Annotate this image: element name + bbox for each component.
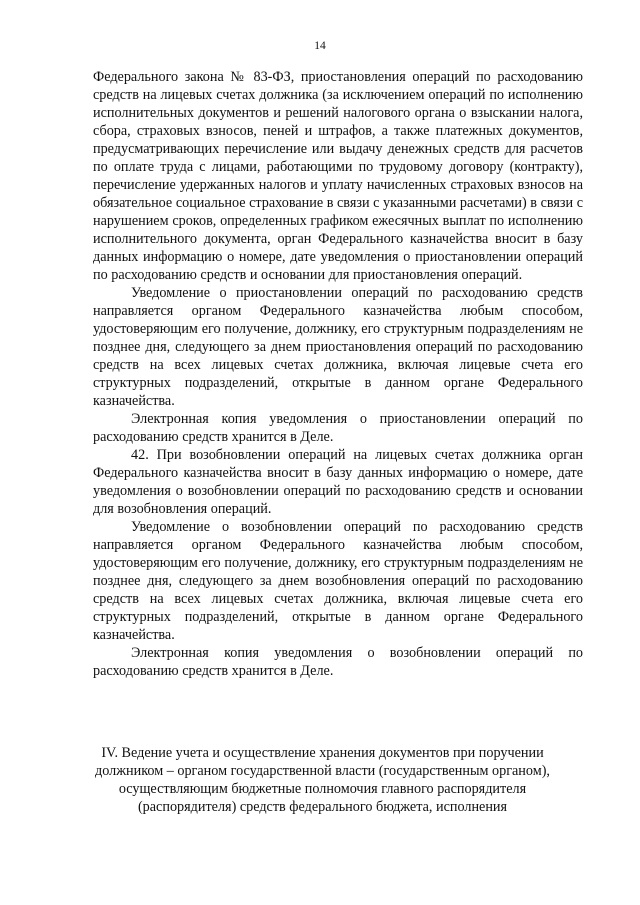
page-number: 14 <box>314 40 326 52</box>
paragraph-resumption-notice: Уведомление о возобновлении операций по расходованию средств направляется органом Федерального казначейства любым способом, удостоверяющим его получение, должнику, его структурным подразделениям не позднее дня, следующего за днем возобновления операций по расходованию средств на всех лицевых счетах должника, включая лицевые счета его структурных подразделений, открытые в данном органе Федерального казначейства. <box>93 519 583 643</box>
document-body <box>93 68 583 680</box>
paragraph-42: 42. При возобновлении операций на лицевых счетах должника орган Федерального казначейства вносит в базу данных информацию о номере, дате уведомления о возобновлении операций по расходованию средств и основании для возобновления операций. <box>93 447 583 517</box>
paragraph-resumption-copy: Электронная копия уведомления о возобновлении операций по расходованию средств хранится в Деле. <box>93 645 583 679</box>
paragraph-suspension-copy: Электронная копия уведомления о приостановлении операций по расходованию средств хранится в Деле. <box>93 411 583 445</box>
paragraph-suspension-notice: Уведомление о приостановлении операций по расходованию средств направляется органом Федерального казначейства любым способом, удостоверяющим его получение, должнику, его структурным подразделениям не позднее дня, следующего за днем приостановления операций по расходованию средств на всех лицевых счетах должника, включая лицевые счета его структурных подразделений, открытые в данном органе Федерального казначейства. <box>93 285 583 409</box>
paragraph-continued: Федерального закона № 83-ФЗ, приостановления операций по расходованию средств на лицевых счетах должника (за исключением операций по исполнению исполнительных документов и решений налогового органа о взыскании налога, сбора, страховых взносов, пеней и штрафов, а также платежных документов, предусматривающих перечисление или выдачу денежных средств для расчетов по оплате труда с лицами, работающими по трудовому договору (контракту), перечисление удержанных налогов и уплату начисленных страховых взносов на обязательное социальное страхование в связи с указанными расчетами) в связи с нарушением сроков, определенных графиком ежесячных выплат по исполнению исполнительного документа, орган Федерального казначейства вносит в базу данных информацию о номере, дате уведомления о приостановлении операций по расходованию средств и основании для приостановления операций. <box>93 69 583 283</box>
section-heading: IV. Ведение учета и осуществление хранения документов при поручении должником – органом государственной власти (государственным органом), осуществляющим бюджетные полномочия главного распорядителя (распорядителя) средств федерального бюджета, исполнения <box>95 745 550 815</box>
